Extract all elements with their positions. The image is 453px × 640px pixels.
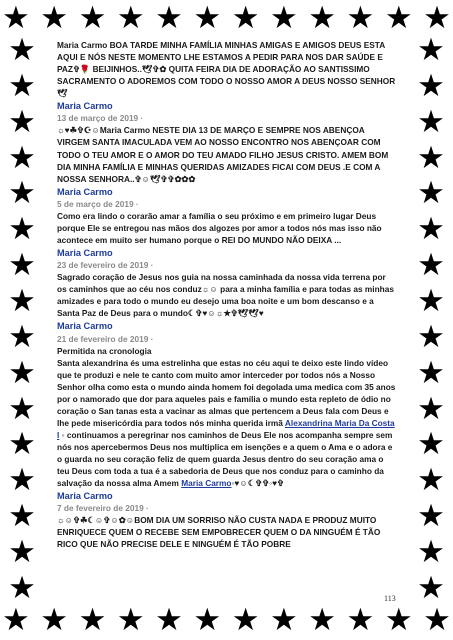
star-icon: ★ [417, 67, 445, 104]
post-date: 7 de fevereiro de 2019 · [57, 503, 149, 514]
star-icon: ★ [423, 604, 451, 636]
star-icon: ★ [384, 2, 413, 34]
post-author[interactable]: Maria Carmo [57, 491, 113, 502]
post-text: ☼☺✞☘☾☺✞☺✿☺BOM DIA UM SORRISO NÃO CUSTA NADA E PRODUZ MUITO ENRIQUECE QUEM O RECEBE SEM EMPOBRECER QUEM O DA NINGUÉM É TÃO RICO QUE NÃO PRECISE DELE E NINGUÉM É TÃO POBRE [57, 515, 381, 550]
star-icon: ★ [2, 2, 30, 34]
post-author[interactable]: Maria Carmo [57, 186, 113, 197]
star-icon: ★ [155, 2, 183, 34]
post-date: 13 de março de 2019 · [57, 113, 144, 124]
star-icon: ★ [231, 604, 260, 636]
star-icon: ★ [308, 604, 337, 636]
star-icon: ★ [155, 604, 183, 636]
star-icon: ★ [384, 604, 413, 636]
star-icon: ★ [8, 569, 36, 604]
star-icon: ★ [308, 2, 337, 34]
star-icon: ★ [417, 103, 445, 140]
star-icon: ★ [8, 390, 36, 427]
post-text-part: ◦ continuamos a peregrinar nos caminhos de Deus Ele nos acompanha sempre sem nós nos apercebermos Deus nos multiplica em isenções e a quem o Ama e o adora e o guarda no seu coração feliz de quem guarda Jesus dentro do seu coração ama o teu Deus com toda a tua é a sabedoria de Deus que nos conduz para o caminho da salvação da nossa alma Amem [57, 429, 393, 489]
post-date: 21 de fevereiro de 2019 · [57, 333, 154, 344]
star-icon: ★ [417, 354, 445, 391]
star-icon: ★ [231, 2, 260, 34]
post-text: Sagrado coração de Jesus nos guia na nossa caminhada da nossa vida terrena por os caminhos que ao céu nos conduz☼☺ para a minha família e para todas as minhas amizades e para todo o mundo eu desejo uma boa noite e um bom descanso e a Santa Paz de Deus para o mundo☾✞♥☺☼★✞🕊🕊♥ [57, 272, 394, 319]
mention-link[interactable]: Maria Carmo [181, 478, 232, 489]
star-icon: ★ [417, 283, 445, 320]
star-icon: ★ [193, 2, 222, 34]
mention-link[interactable]: Alexandrina Maria Da Costa I [57, 417, 395, 440]
star-icon: ★ [116, 2, 145, 34]
star-icon: ★ [8, 34, 36, 68]
star-icon: ★ [417, 247, 445, 284]
post-text: Como era lindo o corarão amar a família o seu próximo e em primeiro lugar Deus porque Ele se entregou nas mãos dos algozes por amor a todos nós mas isso não acontece em muito ser humano porque o REI DO MUNDO NÃO DEIXA ... [57, 210, 382, 245]
star-icon: ★ [40, 2, 69, 34]
star-icon: ★ [8, 247, 36, 284]
star-icon: ★ [8, 211, 36, 248]
bottom-star-border [0, 604, 453, 636]
star-icon: ★ [346, 604, 375, 636]
post-author[interactable]: Maria Carmo [57, 101, 113, 112]
star-icon: ★ [346, 2, 375, 34]
post-text: Maria Carmo BOA TARDE MINHA FAMÍLIA MINHAS AMIGAS E AMIGOS DEUS ESTA AQUI E NÓS NESTE MOMENTO LHE ESTAMOS A PEDIR PARA NOS DAR SAÚDE E PAZ✞🌹 BEIJINHOS..🕊✞✿ QUITA FEIRA DIA DE ADORAÇÃO AO SANTISSIMO SACRAMENTO O ADOREMOS COM TODO O NOSSO AMOR A DEUS NOSSO SENHOR 🕊 [57, 40, 396, 99]
star-icon: ★ [417, 34, 445, 68]
star-icon: ★ [417, 318, 445, 355]
star-icon: ★ [417, 569, 445, 604]
star-icon: ★ [417, 139, 445, 176]
star-icon: ★ [417, 426, 445, 463]
star-icon: ★ [417, 390, 445, 427]
star-icon: ★ [8, 103, 36, 140]
post-author[interactable]: Maria Carmo [57, 321, 113, 332]
post-text: ☼♥☘✞☪☺Maria Carmo NESTE DIA 13 DE MARÇO E SEMPRE NOS ABENÇOA VIRGEM SANTA IMACULADA VEM AO NOSSO ENCONTRO NOS ABENÇOAR COM TODO O TEU AMOR E O AMOR DO TEU AMADO FILHO JESUS CRISTO. AMEM BOM DIA MINHA FAMÍLIA E MINHAS QUERIDAS AMIZADES FICAI COM DEUS .E COM A NOSSA SENHORA..✞☺🕊✞✞✿✿✿ [57, 125, 389, 184]
document-body [57, 39, 397, 599]
star-icon: ★ [8, 354, 36, 391]
star-icon: ★ [8, 426, 36, 463]
page-number: 113 [384, 594, 396, 603]
star-icon: ★ [2, 604, 30, 636]
star-icon: ★ [8, 67, 36, 104]
post-author[interactable]: Maria Carmo [57, 248, 113, 259]
right-star-border [411, 34, 451, 604]
star-icon: ★ [417, 462, 445, 499]
star-icon: ★ [8, 283, 36, 320]
post-date: 5 de março de 2019 · [57, 198, 139, 209]
star-icon: ★ [417, 211, 445, 248]
star-icon: ★ [269, 604, 298, 636]
star-icon: ★ [40, 604, 69, 636]
star-icon: ★ [423, 2, 451, 34]
star-icon: ★ [417, 175, 445, 212]
star-icon: ★ [8, 318, 36, 355]
star-icon: ★ [8, 498, 36, 535]
star-icon: ★ [193, 604, 222, 636]
star-icon: ★ [78, 2, 107, 34]
star-icon: ★ [116, 604, 145, 636]
star-icon: ★ [78, 604, 107, 636]
post-date: 23 de fevereiro de 2019 · [57, 260, 154, 271]
post-text-part: Santa alexandrina és uma estrelinha que estas no céu aqui te deixo este lindo vídeo que te produzi e nele te canto com muito amor interceder por todos nós a Nosso Senhor olha como esta o mundo ainda homem foi degolada uma medica com 35 anos por o namorado que dor para aqueles pais e família o mundo esta repleto de ódio no coração o San tanas esta a vacinar as almas que pertencem a Deus fala com Deus e lhe pede misericórdia para todos nós minha querida irmã [57, 357, 396, 428]
top-star-border [0, 2, 453, 34]
star-icon: ★ [8, 139, 36, 176]
post-subtitle: Permitida na cronologia [57, 345, 152, 356]
star-icon: ★ [8, 175, 36, 212]
post-text-part: ◦♥☺☾✞✞◦♥✞ [231, 478, 284, 489]
star-icon: ★ [8, 534, 36, 571]
star-icon: ★ [417, 498, 445, 535]
left-star-border [2, 34, 42, 604]
star-icon: ★ [269, 2, 298, 34]
star-icon: ★ [8, 462, 36, 499]
star-icon: ★ [417, 534, 445, 571]
post-text [57, 357, 397, 490]
